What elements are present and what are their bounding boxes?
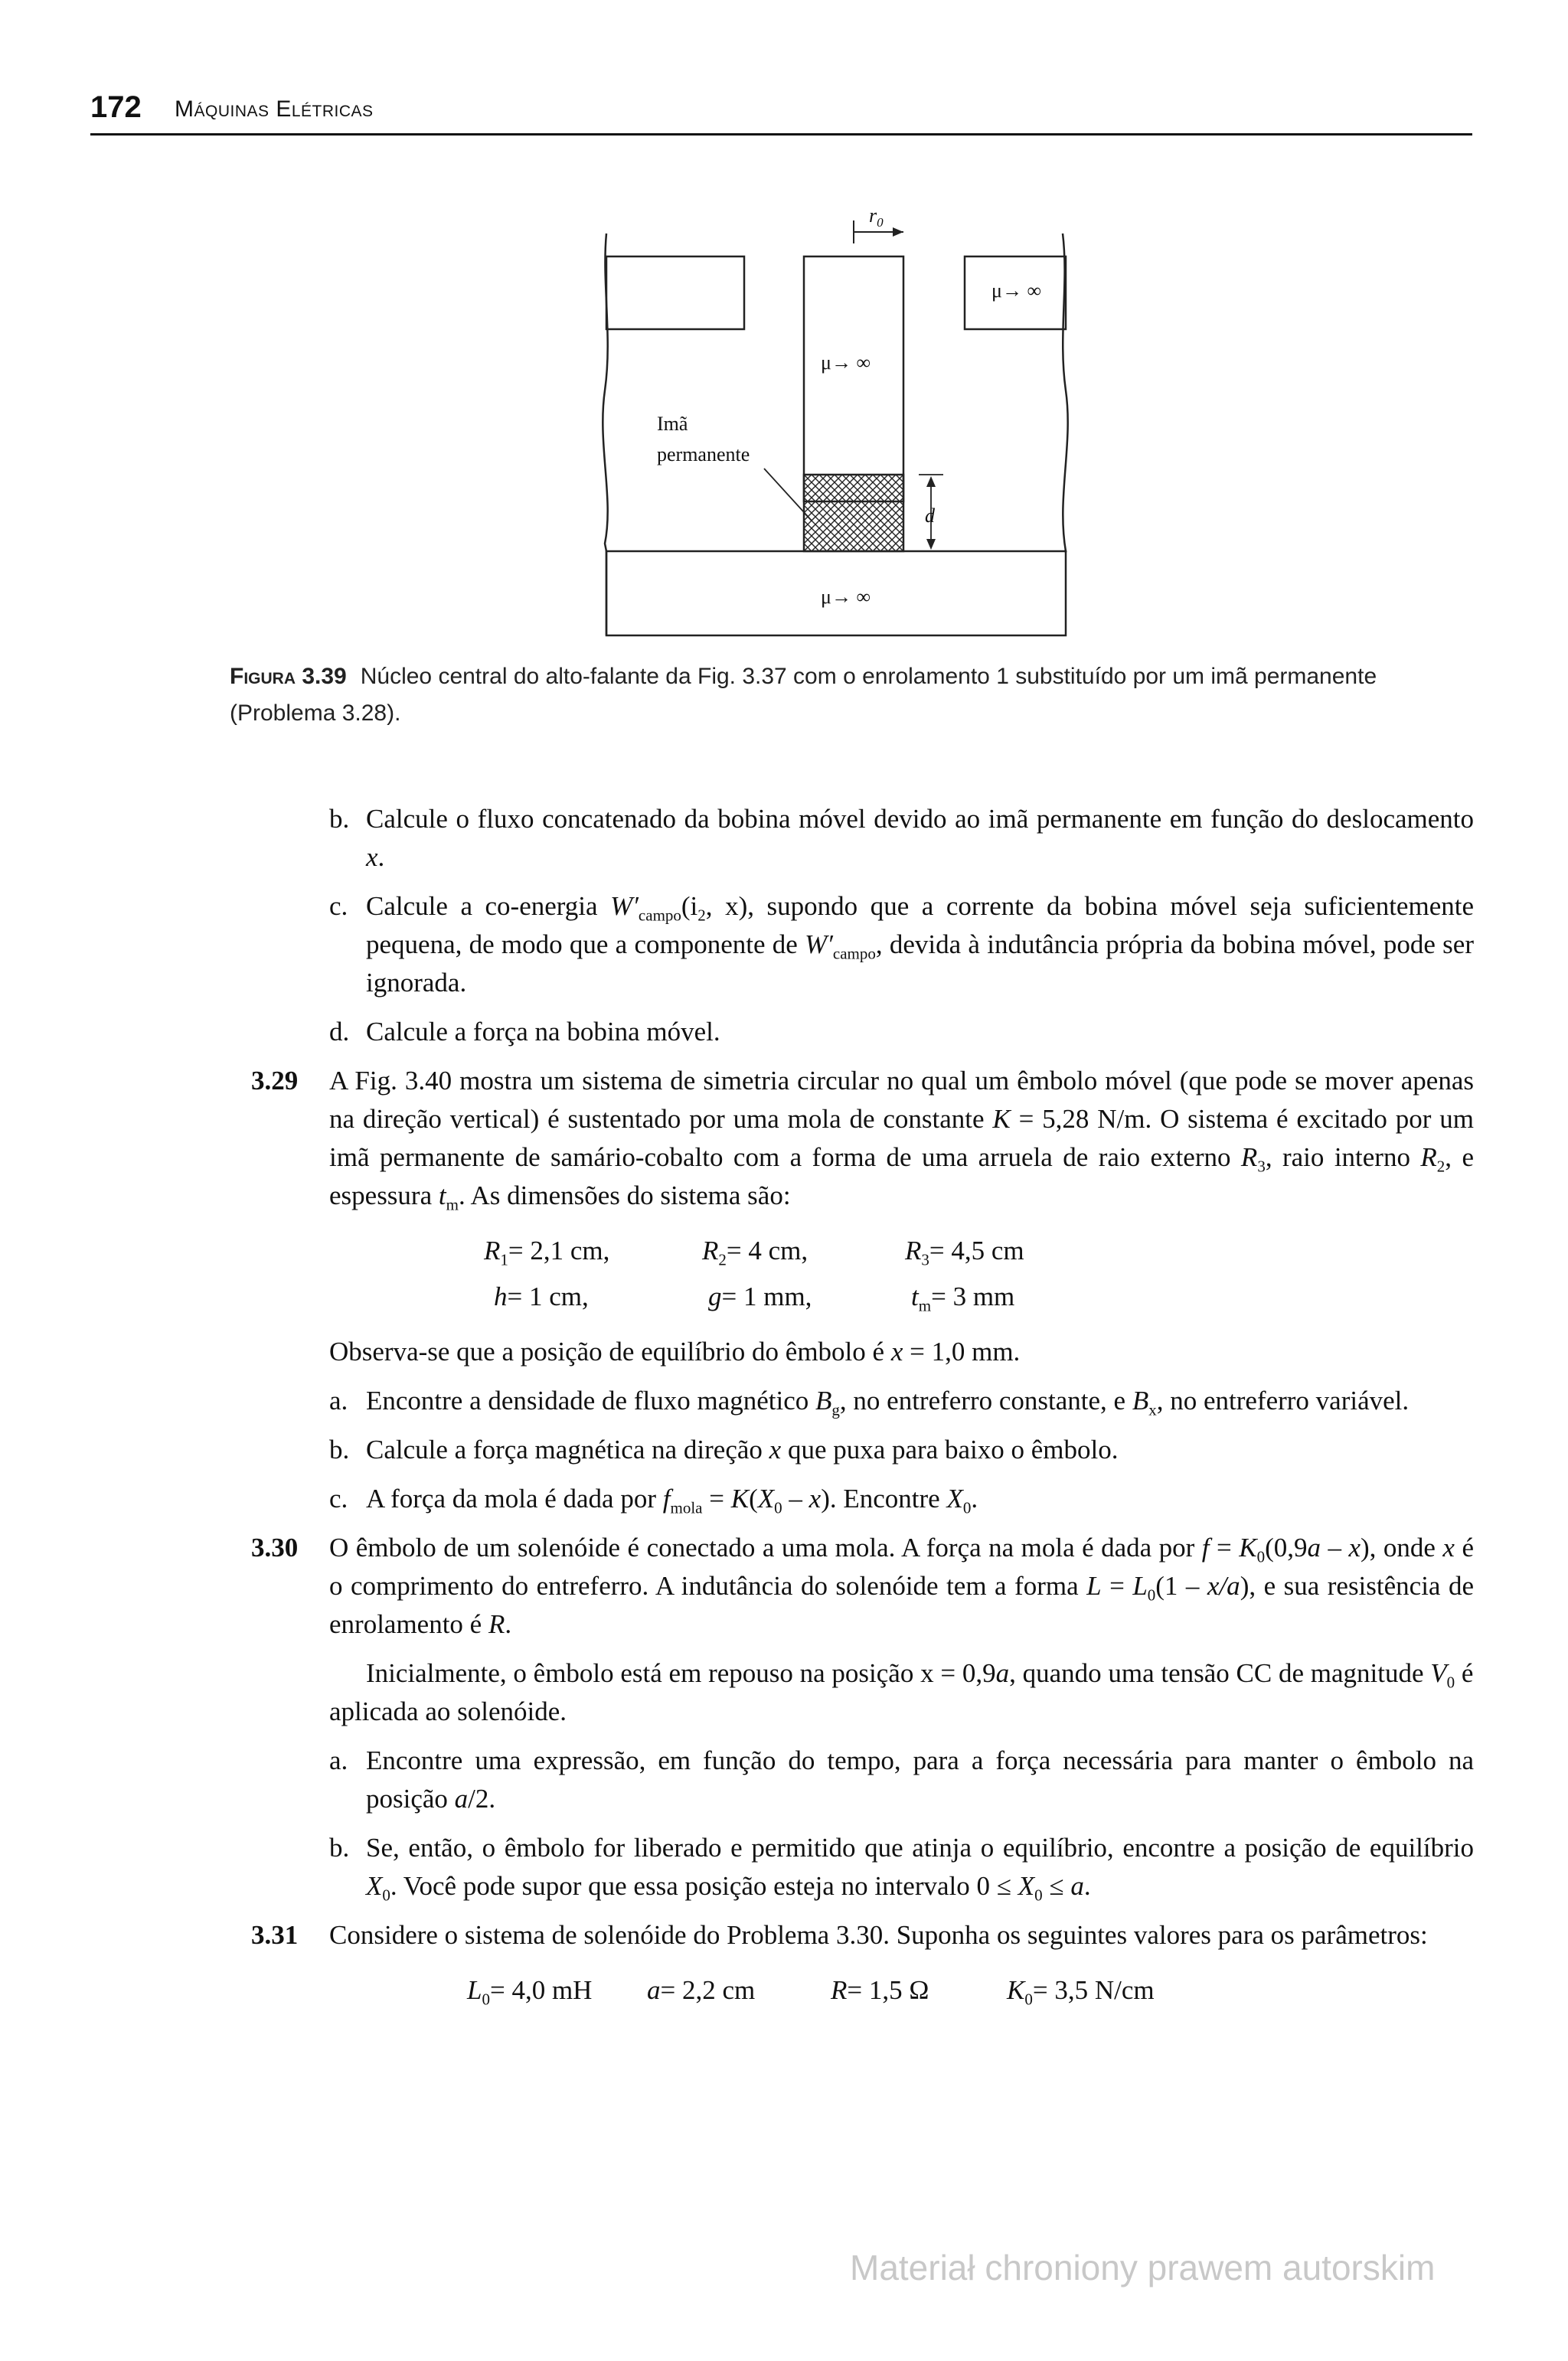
eq-R1: R [484, 1236, 501, 1265]
var-R: R [488, 1609, 505, 1639]
var-R2: R [1420, 1142, 1437, 1172]
p330-t7: = [1101, 1571, 1133, 1601]
p329-t3: , raio interno [1265, 1142, 1421, 1172]
sub-2: 2 [1436, 1157, 1446, 1176]
label-mu-bottom: μ→ ∞ [821, 586, 871, 608]
dimensions-row-2 [230, 1278, 1474, 1316]
sub-x: x [1148, 1400, 1157, 1419]
p330-t10: . [505, 1609, 512, 1639]
var-a: a [1070, 1871, 1084, 1901]
item-marker: d. [329, 1017, 350, 1047]
item-marker: a. [329, 1745, 348, 1775]
var-xa: x/a [1207, 1571, 1240, 1601]
caption-label: Figura 3.39 [230, 664, 347, 689]
item-marker: c. [329, 891, 348, 921]
var-x: x [1348, 1533, 1361, 1563]
b-text-1: Calcule a força magnética na direção [366, 1435, 769, 1465]
caption-text: Núcleo central do alto-falante da Fig. 3.37 com o enrolamento 1 substituído por um imã permanente (Problema 3.28). [230, 664, 1377, 726]
eq-a-val: = 2,2 cm [660, 1975, 756, 2005]
label-r0: $r_0$ [869, 207, 884, 230]
var-X0: X [757, 1484, 775, 1514]
sub-campo-2: campo [832, 944, 876, 963]
eq-h: h [494, 1282, 508, 1311]
label-d: d [925, 505, 935, 527]
p330-t8: (1 – [1155, 1571, 1207, 1601]
problem-number: 3.29 [251, 1066, 299, 1096]
var-X0: X [366, 1871, 383, 1901]
eq-tm-val: = 3 mm [931, 1282, 1015, 1311]
item-text: Calcule o fluxo concatenado da bobina móvel devido ao imã permanente em função do deslocamento [366, 804, 1474, 834]
label-magnet-line2: permanente [657, 443, 750, 465]
p2-text-1: Inicialmente, o êmbolo está em repouso na posição x = 0,9 [366, 1658, 996, 1688]
b-text-4: . [1083, 1871, 1091, 1901]
var-a: a [1307, 1533, 1321, 1563]
problem-3-30-b [230, 1829, 1474, 1905]
var-a: a [995, 1658, 1010, 1688]
obs-x: x [890, 1337, 903, 1367]
b-text-3: ≤ [1042, 1871, 1071, 1901]
sub-0: 0 [382, 1886, 390, 1905]
eq-a: a [647, 1975, 661, 2005]
eq-g-val: = 1 mm, [721, 1282, 812, 1311]
p331-text: Considere o sistema de solenóide do Problema 3.30. Suponha os seguintes valores para os parâmetros: [329, 1920, 1428, 1950]
page-number: 172 [90, 90, 142, 124]
var-x: x [808, 1484, 822, 1514]
var-tm: t [438, 1180, 446, 1210]
var-K: K [730, 1484, 750, 1514]
eq-R2-sub: 2 [718, 1250, 727, 1269]
running-title: Máquinas Elétricas [175, 96, 374, 122]
b-text-1: Se, então, o êmbolo for liberado e permitido que atinja o equilíbrio, encontre a posição de equilíbrio [366, 1833, 1474, 1863]
problem-3-29-b [230, 1431, 1474, 1469]
p330-t2: = [1209, 1533, 1240, 1563]
figure-3-39 [590, 207, 1148, 655]
eq-h-val: = 1 cm, [507, 1282, 589, 1311]
eq-R1-sub: 1 [500, 1250, 508, 1269]
problem-3-28-c [230, 887, 1474, 1002]
eq-R-val: = 1,5 Ω [847, 1975, 929, 2005]
problem-3-29-a [230, 1382, 1474, 1420]
label-magnet-line1: Imã [657, 413, 688, 435]
a-text-3: , no entreferro variável. [1156, 1386, 1410, 1416]
c-text-1: A força da mola é dada por [366, 1484, 663, 1514]
var-x-2: x [1442, 1533, 1455, 1563]
item-text-3: , devida à indutância própria da bobina móvel, pode ser ignorada. [366, 929, 1474, 998]
c-end: . [971, 1484, 978, 1514]
var-K: K [992, 1104, 1011, 1134]
problem-3-29 [230, 1062, 1474, 1215]
var-K0: K [1239, 1533, 1257, 1563]
problem-number: 3.30 [251, 1533, 299, 1563]
p2-text-2: , quando uma tensão CC de magnitude [1009, 1658, 1431, 1688]
problem-3-29-c [230, 1480, 1474, 1518]
var-L: L [1086, 1571, 1102, 1601]
item-marker: c. [329, 1484, 348, 1514]
label-mu-right: μ→ ∞ [991, 279, 1041, 302]
eq-R3-sub: 3 [921, 1250, 929, 1269]
var-L0: L [1132, 1571, 1148, 1601]
problem-3-30-a [230, 1742, 1474, 1818]
var-f: f [662, 1484, 671, 1514]
eq-K0-val: = 3,5 N/cm [1032, 1975, 1155, 2005]
var-x: x [366, 842, 378, 872]
a-text-2: /2. [468, 1784, 496, 1814]
item-marker: b. [329, 1833, 350, 1863]
item-text-end: . [377, 842, 385, 872]
obs-text: Observa-se que a posição de equilíbrio do êmbolo é [329, 1337, 891, 1367]
p2-text-3: é aplicada ao solenóide. [329, 1658, 1474, 1726]
sub-g: g [831, 1400, 840, 1419]
p329-t2: = 5,28 N/m. O sistema é excitado por um imã permanente de samário-cobalto com a forma de uma arruela de raio externo [329, 1104, 1474, 1172]
parameters-row [230, 1971, 1474, 2010]
var-f: f [1201, 1533, 1210, 1563]
sub-0-V: 0 [1446, 1673, 1455, 1692]
var-x: x [769, 1435, 782, 1465]
eq-L0-val: = 4,0 mH [489, 1975, 593, 2005]
b-text-2: que puxa para baixo o êmbolo. [781, 1435, 1119, 1465]
c-paren: ( [749, 1484, 758, 1514]
left-block [606, 256, 744, 329]
eq-R3-val: = 4,5 cm [929, 1236, 1024, 1265]
p329-t1: A Fig. 3.40 mostra um sistema de simetria circular no qual um êmbolo móvel (que pode se mover apenas na direção vertical) é sustentado por uma mola de constante [329, 1066, 1474, 1134]
eq-L0: L [467, 1975, 482, 2005]
p330-t9: ), e sua resistência de enrolamento é [329, 1571, 1474, 1639]
item-text: Calcule a co-energia [366, 891, 611, 921]
eq-g: g [708, 1282, 722, 1311]
page-body [230, 800, 1474, 2010]
sub-0: 0 [1256, 1547, 1266, 1566]
eq-L0-sub: 0 [482, 1990, 490, 2009]
var-w-2: W′ [805, 929, 833, 959]
central-core [804, 256, 903, 501]
sub-m: m [446, 1195, 459, 1214]
a-text-1: Encontre a densidade de fluxo magnético [366, 1386, 816, 1416]
var-w: W′ [610, 891, 639, 921]
var-Bg: B [815, 1386, 832, 1416]
problem-3-31 [230, 1916, 1474, 1954]
c-minus: – [782, 1484, 809, 1514]
var-V0: V [1430, 1658, 1447, 1688]
args-open: (i [681, 891, 698, 921]
p330-t4: – [1321, 1533, 1349, 1563]
a-text-2: , no entreferro constante, e [839, 1386, 1132, 1416]
a-text-1: Encontre uma expressão, em função do tempo, para a força necessária para manter o êmbolo na posição [366, 1745, 1474, 1814]
p330-paragraph-2 [230, 1654, 1474, 1731]
c-text-5: ). Encontre [821, 1484, 947, 1514]
figure-caption [230, 658, 1474, 732]
var-X0-2: X [1018, 1871, 1035, 1901]
var-a: a [454, 1784, 469, 1814]
magnet-core-diagram [590, 207, 1148, 655]
eq-tm-sub: m [918, 1296, 932, 1315]
eq-R: R [831, 1975, 848, 2005]
item-marker: b. [329, 1435, 350, 1465]
p329-observation [230, 1333, 1474, 1371]
eq-R2: R [702, 1236, 719, 1265]
p330-t5: ), onde [1361, 1533, 1443, 1563]
sub-0-2: 0 [1034, 1886, 1043, 1905]
sub-mola: mola [670, 1498, 703, 1517]
c-eq: = [702, 1484, 731, 1514]
var-Bx: B [1132, 1386, 1149, 1416]
item-marker: b. [329, 804, 350, 834]
p330-t3: (0,9 [1265, 1533, 1308, 1563]
problem-3-28-d [230, 1013, 1474, 1051]
eq-R1-val: = 2,1 cm, [508, 1236, 610, 1265]
b-text-2: . Você pode supor que essa posição esteja no intervalo 0 ≤ [390, 1871, 1018, 1901]
sub-0: 0 [774, 1498, 782, 1517]
args-close: , x) [705, 891, 748, 921]
sub-3: 3 [1257, 1157, 1266, 1176]
dimensions-row-1 [230, 1232, 1474, 1270]
p329-t4: , e espessura [329, 1142, 1474, 1210]
item-marker: a. [329, 1386, 348, 1416]
obs-text-2: = 1,0 mm. [903, 1337, 1021, 1367]
p330-t1: O êmbolo de um solenóide é conectado a uma mola. A força na mola é dada por [329, 1533, 1202, 1563]
problem-number: 3.31 [251, 1920, 299, 1950]
problem-3-28-b [230, 800, 1474, 877]
watermark: Materiał chroniony prawem autorskim [850, 2248, 1436, 2288]
p329-t5: . As dimensões do sistema são: [458, 1180, 791, 1210]
eq-K0: K [1007, 1975, 1025, 2005]
sub-0-L: 0 [1147, 1585, 1156, 1605]
label-mu-center: μ→ ∞ [821, 351, 871, 374]
sub-campo: campo [638, 906, 681, 925]
page-header [90, 90, 1472, 136]
eq-K0-sub: 0 [1024, 1990, 1033, 2009]
problem-3-30 [230, 1529, 1474, 1644]
item-text-2: , supondo que a corrente da bobina móvel seja suficientemente pequena, de modo que a componente de [366, 891, 1474, 959]
eq-R3: R [905, 1236, 922, 1265]
sub-0b: 0 [962, 1498, 972, 1517]
var-R3: R [1240, 1142, 1258, 1172]
p330-t6: é o comprimento do entreferro. A indutância do solenóide tem a forma [329, 1533, 1474, 1601]
var-X0b: X [946, 1484, 963, 1514]
item-text: Calcule a força na bobina móvel. [366, 1017, 720, 1047]
sub-2: 2 [697, 906, 706, 925]
eq-R2-val: = 4 cm, [726, 1236, 808, 1265]
permanent-magnet [804, 475, 903, 551]
eq-tm: t [911, 1282, 919, 1311]
